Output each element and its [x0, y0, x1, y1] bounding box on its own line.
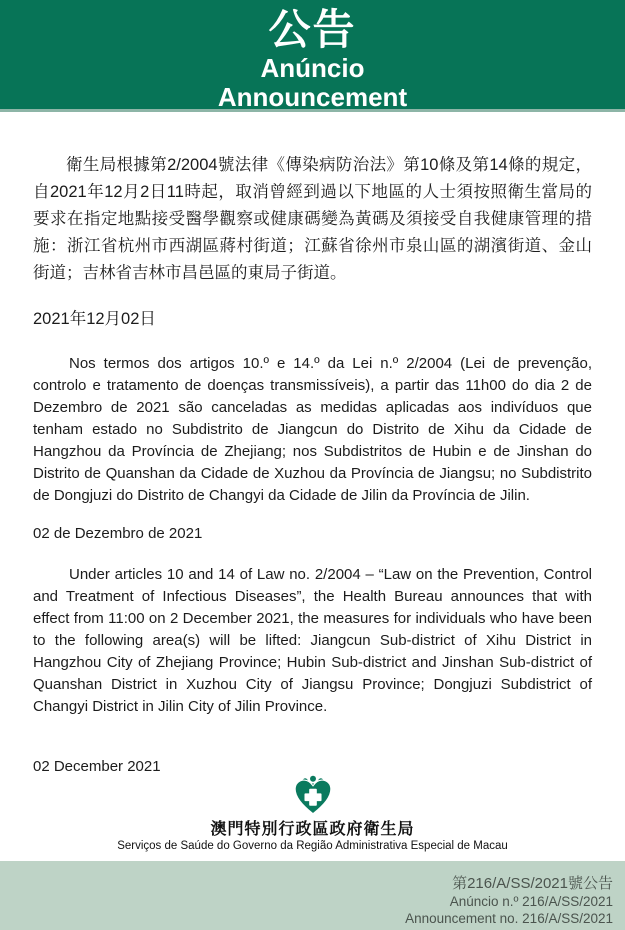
announcement-header — [0, 0, 625, 112]
organization-block — [33, 775, 592, 861]
paragraph-portuguese: Nos termos dos artigos 10.º e 14.º da Lei n.º 2/2004 (Lei de prevenção, controlo e tratamento de doenças transmissíveis), a partir das 11h00 do dia 2 de Dezembro de 2021 são canceladas as medidas aplicadas aos indivíduos que tenham estado no Subdistrito de Jiangcun do Distrito de Xihu da Cidade de Hangzhou da Província de Zhejiang; nos Subdistritos de Hubin e de Jinshan do Distrito de Quanshan da Cidade de Xuzhou da Província de Jiangsu; no Subdistrito de Dongjuzi do Distrito de Changyi da Cidade de Jilin da Província de Jilin. — [33, 355, 592, 504]
page-title-en: Announcement — [217, 82, 408, 112]
organization-name-pt: Serviços de Saúde do Governo da Região Administrativa Especial de Macau — [117, 840, 508, 852]
reference-number-pt: Anúncio n.º 216/A/SS/2021 — [449, 894, 613, 909]
paragraph-english: Under articles 10 and 14 of Law no. 2/2004 – “Law on the Prevention, Control and Treatment of Infectious Diseases”, the Health Bureau announces that with effect from 11:00 on 2 December 2021, the measures for individuals who have been to the following area(s) will be lifted: Jiangcun Sub-district of Xihu District in Hangzhou City of Zhejiang Province; Hubin Sub-district and Jinshan Sub-district of Quanshan District in Xuzhou City of Jiangsu Province; Dongjuzi Subdistrict of Changyi District in Jilin City of Jilin Province. — [33, 566, 592, 715]
date-chinese: 2021年12月02日 — [33, 310, 156, 328]
page-title-zh: 公告 — [268, 6, 357, 53]
announcement-body — [0, 112, 625, 861]
date-portuguese: 02 de Dezembro de 2021 — [33, 525, 203, 542]
organization-name-zh: 澳門特別行政區政府衛生局 — [210, 821, 415, 838]
paragraph-chinese: 衛生局根據第2/2004號法律《傳染病防治法》第10條及第14條的規定，自2021年12月2日11時起，取消曾經到過以下地區的人士須按照衛生當局的要求在指定地點接受醫學觀察或健康碼變為黃碼及須接受自我健康管理的措施：浙江省杭州市西湖區蔣村街道；江蘇省徐州市泉山區的湖濱街道、金山街道；吉林省吉林市昌邑區的東局子街道。 — [33, 156, 592, 282]
reference-number-en: Announcement no. 216/A/SS/2021 — [405, 911, 613, 926]
date-english: 02 December 2021 — [33, 758, 161, 775]
reference-number-zh: 第216/A/SS/2021號公告 — [452, 875, 613, 892]
health-bureau-heart-cross-logo-icon — [292, 775, 334, 820]
page-title-pt: Anúncio — [260, 53, 365, 83]
announcement-footer — [0, 861, 625, 930]
